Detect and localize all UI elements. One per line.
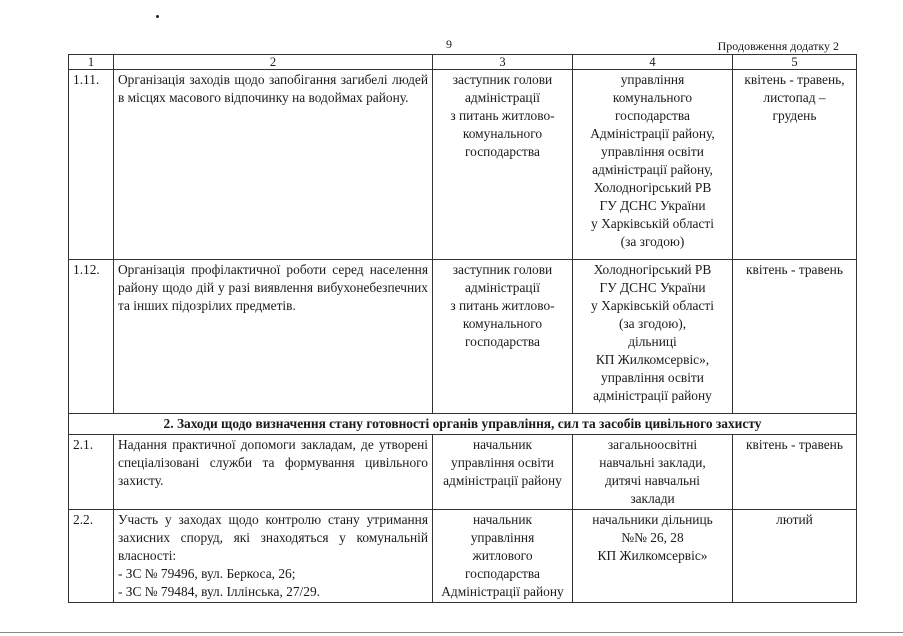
- cell-line: дитячі навчальні: [604, 473, 700, 488]
- header-cell: 1: [69, 55, 114, 70]
- executors: [573, 260, 733, 414]
- cell-line: адміністрації району: [593, 388, 712, 403]
- row-number: 1.11.: [69, 70, 114, 260]
- header-row: [69, 55, 857, 70]
- executors: [573, 435, 733, 510]
- deadline: [733, 510, 857, 603]
- measure-description: Організація профілактичної роботи серед населення району щодо дій у разі виявлення вибухонебезпечних та інших підозрілих предметів.: [114, 260, 433, 414]
- header-cell: 3: [433, 55, 573, 70]
- cell-line: начальник: [473, 437, 532, 452]
- cell-line: (за згодою): [620, 234, 685, 249]
- cell-line: у Харківській області: [591, 216, 714, 231]
- cell-line: навчальні заклади,: [599, 455, 706, 470]
- scan-edge: [0, 632, 903, 633]
- cell-line: загальноосвітні: [607, 437, 698, 452]
- measures-table: [68, 54, 857, 603]
- cell-line: Холодногірський РВ: [593, 180, 712, 195]
- cell-line: господарства: [465, 334, 540, 349]
- cell-line: грудень: [772, 108, 817, 123]
- cell-line: господарства: [615, 108, 690, 123]
- cell-line: комунального: [462, 316, 543, 331]
- cell-line: ГУ ДСНС України: [599, 280, 706, 295]
- cell-line: начальник: [473, 512, 532, 527]
- section-row: [69, 414, 857, 435]
- scan-speck: [156, 15, 159, 18]
- cell-line: комунального: [462, 126, 543, 141]
- deadline: [733, 260, 857, 414]
- cell-line: заклади: [630, 491, 675, 506]
- row-number: 2.1.: [69, 435, 114, 510]
- cell-line: управління: [620, 72, 685, 87]
- cell-line: лютий: [776, 512, 813, 527]
- cell-line: квітень - травень: [746, 437, 843, 452]
- deadline: [733, 70, 857, 260]
- responsible-person: [433, 260, 573, 414]
- deadline: [733, 435, 857, 510]
- cell-line: у Харківській області: [591, 298, 714, 313]
- cell-line: ГУ ДСНС України: [599, 198, 706, 213]
- desc-line: - ЗС № 79496, вул. Беркоса, 26;: [118, 566, 296, 581]
- table-row: [69, 70, 857, 260]
- responsible-person: [433, 435, 573, 510]
- cell-line: з питань житлово-: [450, 298, 555, 313]
- cell-line: Адміністрації району: [441, 584, 564, 599]
- cell-line: (за згодою),: [618, 316, 687, 331]
- cell-line: квітень - травень,: [744, 72, 845, 87]
- responsible-person: [433, 70, 573, 260]
- table-row: [69, 435, 857, 510]
- cell-line: адміністрації району: [443, 473, 562, 488]
- cell-line: Холодногірський РВ: [593, 262, 712, 277]
- cell-line: КП Жилкомсервіс»,: [595, 352, 710, 367]
- cell-line: господарства: [465, 144, 540, 159]
- cell-line: управління освіти: [601, 144, 704, 159]
- desc-line: Участь у заходах щодо контролю стану утримання захисних споруд, які знаходяться у комунальній власності:: [118, 512, 428, 563]
- executors: [573, 510, 733, 603]
- cell-line: адміністрації району,: [592, 162, 713, 177]
- measure-description: [114, 510, 433, 603]
- cell-line: листопад –: [763, 90, 826, 105]
- cell-line: з питань житлово-: [450, 108, 555, 123]
- cell-line: адміністрації: [464, 90, 541, 105]
- table-row: [69, 260, 857, 414]
- page-number: 9: [446, 37, 452, 51]
- cell-line: дільниці: [628, 334, 677, 349]
- header-cell: 4: [573, 55, 733, 70]
- measure-description: Організація заходів щодо запобігання загибелі людей в місцях масового відпочинку на водоймах району.: [114, 70, 433, 260]
- row-number: 1.12.: [69, 260, 114, 414]
- cell-line: №№ 26, 28: [621, 530, 684, 545]
- measure-description: Надання практичної допомоги закладам, де утворені спеціалізовані служби та формування цивільного захисту.: [114, 435, 433, 510]
- cell-line: господарства: [465, 566, 540, 581]
- section-title: 2. Заходи щодо визначення стану готовності органів управління, сил та засобів цивільного захисту: [69, 414, 857, 435]
- cell-line: управління освіти: [601, 370, 704, 385]
- cell-line: управління: [470, 530, 535, 545]
- cell-line: комунального: [612, 90, 693, 105]
- header-cell: 2: [114, 55, 433, 70]
- cell-line: начальники дільниць: [592, 512, 713, 527]
- cell-line: квітень - травень: [746, 262, 843, 277]
- cell-line: заступник голови: [452, 262, 553, 277]
- cell-line: адміністрації: [464, 280, 541, 295]
- table-row: [69, 510, 857, 603]
- cell-line: заступник голови: [452, 72, 553, 87]
- continuation-label: Продовження додатку 2: [717, 39, 839, 53]
- executors: [573, 70, 733, 260]
- responsible-person: [433, 510, 573, 603]
- row-number: 2.2.: [69, 510, 114, 603]
- cell-line: житлового: [472, 548, 533, 563]
- cell-line: КП Жилкомсервіс»: [597, 548, 708, 563]
- cell-line: Адміністрації району,: [590, 126, 715, 141]
- header-cell: 5: [733, 55, 857, 70]
- cell-line: управління освіти: [451, 455, 554, 470]
- desc-line: - ЗС № 79484, вул. Іллінська, 27/29.: [118, 584, 320, 599]
